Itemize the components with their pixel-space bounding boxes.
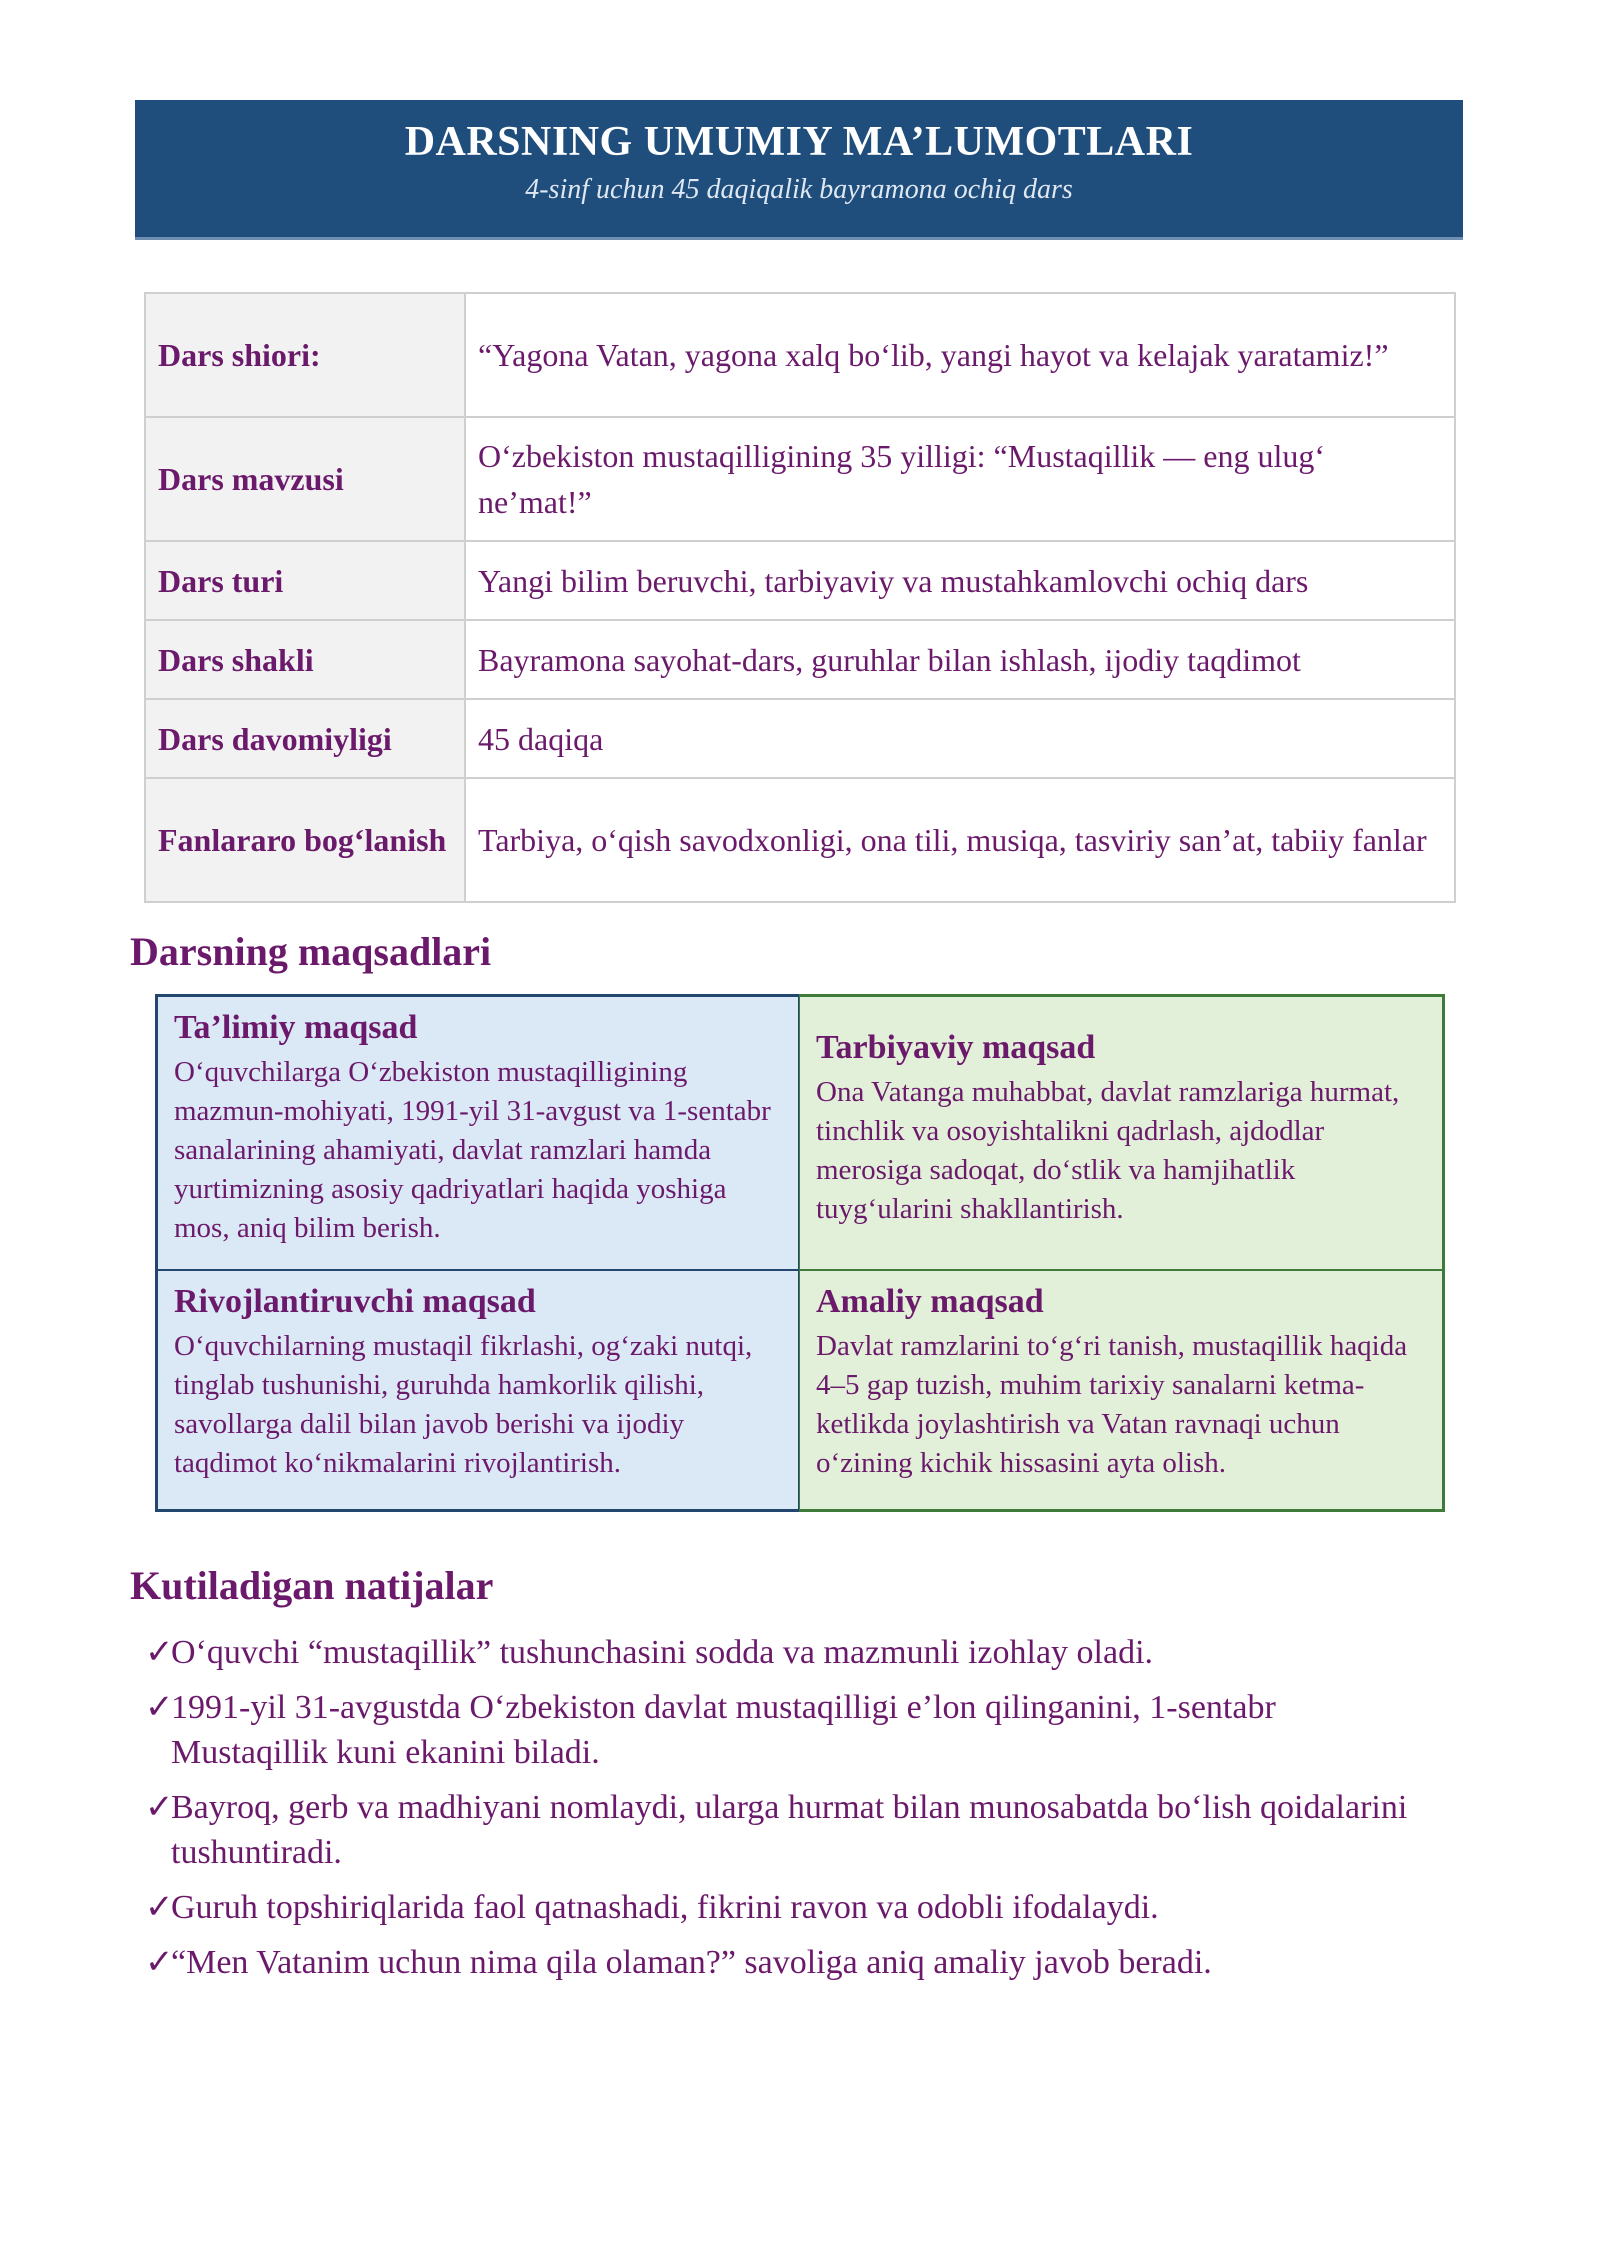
header-banner bbox=[135, 100, 1463, 240]
check-icon: ✓ bbox=[145, 1944, 174, 1981]
results-list bbox=[145, 1630, 1425, 1995]
list-item bbox=[145, 1630, 1425, 1675]
goals-heading: Darsning maqsadlari bbox=[130, 929, 492, 974]
table-row bbox=[145, 620, 1455, 699]
row-value: 45 daqiqa bbox=[465, 699, 1455, 778]
check-icon: ✓ bbox=[145, 1889, 174, 1926]
goal-title: Ta’limiy maqsad bbox=[174, 1009, 418, 1046]
table-row bbox=[145, 541, 1455, 620]
row-value: O‘zbekiston mustaqilligining 35 yilligi: “Mustaqillik — eng ulug‘ ne’mat!” bbox=[465, 417, 1455, 541]
list-item bbox=[145, 1685, 1425, 1775]
goal-title: Amaliy maqsad bbox=[816, 1283, 1044, 1320]
goal-text: O‘quvchilarga O‘zbekiston mustaqilligining mazmun-mohiyati, 1991-yil 31-avgust va 1-sentabr sanalarining ahamiyati, davlat ramzlari hamda yurtimizning asosiy qadriyatlari haqida yoshiga mos, aniq bilim berish. bbox=[174, 1056, 771, 1244]
results-heading: Kutiladigan natijalar bbox=[130, 1563, 494, 1608]
goal-card-upbringing bbox=[799, 994, 1445, 1270]
goal-text: O‘quvchilarning mustaqil fikrlashi, og‘zaki nutqi, tinglab tushunishi, guruhda hamkorlik qilishi, savollarga dalil bilan javob berishi va ijodiy taqdimot ko‘nikmalarini rivojlantirish. bbox=[174, 1330, 753, 1479]
list-item bbox=[145, 1940, 1425, 1985]
goal-text: Ona Vatanga muhabbat, davlat ramzlariga hurmat, tinchlik va osoyishtalikni qadrlash, ajdodlar merosiga sadoqat, do‘stlik va hamjihatlik tuyg‘ularini shakllantirish. bbox=[816, 1076, 1400, 1225]
row-key: Dars shiori: bbox=[145, 293, 465, 417]
row-value: Tarbiya, o‘qish savodxonligi, ona tili, musiqa, tasviriy san’at, tabiiy fanlar bbox=[465, 778, 1455, 902]
row-key: Dars turi bbox=[145, 541, 465, 620]
result-text: Guruh topshiriqlarida faol qatnashadi, fikrini ravon va odobli ifodalaydi. bbox=[171, 1889, 1159, 1926]
row-key: Dars davomiyligi bbox=[145, 699, 465, 778]
check-icon: ✓ bbox=[145, 1634, 174, 1671]
goal-title: Rivojlantiruvchi maqsad bbox=[174, 1283, 536, 1320]
page-title: DARSNING UMUMIY MA’LUMOTLARI bbox=[404, 119, 1194, 165]
list-item bbox=[145, 1785, 1425, 1875]
table-row bbox=[145, 293, 1455, 417]
table-row bbox=[145, 778, 1455, 902]
table-row bbox=[145, 417, 1455, 541]
result-text: Bayroq, gerb va madhiyani nomlaydi, ularga hurmat bilan munosabatda bo‘lish qoidalarini tushuntiradi. bbox=[171, 1789, 1408, 1871]
result-text: O‘quvchi “mustaqillik” tushunchasini sodda va mazmunli izohlay oladi. bbox=[171, 1634, 1154, 1671]
goal-card-practical bbox=[799, 1270, 1445, 1512]
check-icon: ✓ bbox=[145, 1689, 174, 1726]
goal-title: Tarbiyaviy maqsad bbox=[816, 1029, 1096, 1066]
result-text: “Men Vatanim uchun nima qila olaman?” savoliga aniq amaliy javob beradi. bbox=[171, 1944, 1212, 1981]
check-icon: ✓ bbox=[145, 1789, 174, 1826]
table-row bbox=[145, 699, 1455, 778]
goal-card-educational bbox=[155, 994, 799, 1270]
row-key: Dars mavzusi bbox=[145, 417, 465, 541]
row-value: “Yagona Vatan, yagona xalq bo‘lib, yangi hayot va kelajak yaratamiz!” bbox=[465, 293, 1455, 417]
list-item bbox=[145, 1885, 1425, 1930]
goals-grid bbox=[155, 994, 1445, 1512]
row-key: Fanlararo bog‘lanish bbox=[145, 778, 465, 902]
info-table bbox=[144, 292, 1456, 903]
row-key: Dars shakli bbox=[145, 620, 465, 699]
result-text: 1991-yil 31-avgustda O‘zbekiston davlat mustaqilligi e’lon qilinganini, 1-sentabr Mustaqillik kuni ekanini biladi. bbox=[171, 1689, 1276, 1771]
page-subtitle: 4-sinf uchun 45 daqiqalik bayramona ochiq dars bbox=[525, 174, 1073, 205]
goal-card-developmental bbox=[155, 1270, 799, 1512]
row-value: Yangi bilim beruvchi, tarbiyaviy va mustahkamlovchi ochiq dars bbox=[465, 541, 1455, 620]
row-value: Bayramona sayohat-dars, guruhlar bilan ishlash, ijodiy taqdimot bbox=[465, 620, 1455, 699]
goal-text: Davlat ramzlarini to‘g‘ri tanish, mustaqillik haqida 4–5 gap tuzish, muhim tarixiy sanalarni ketma-ketlikda joylashtirish va Vatan ravnaqi uchun o‘zining kichik hissasini ayta olish. bbox=[816, 1330, 1408, 1479]
